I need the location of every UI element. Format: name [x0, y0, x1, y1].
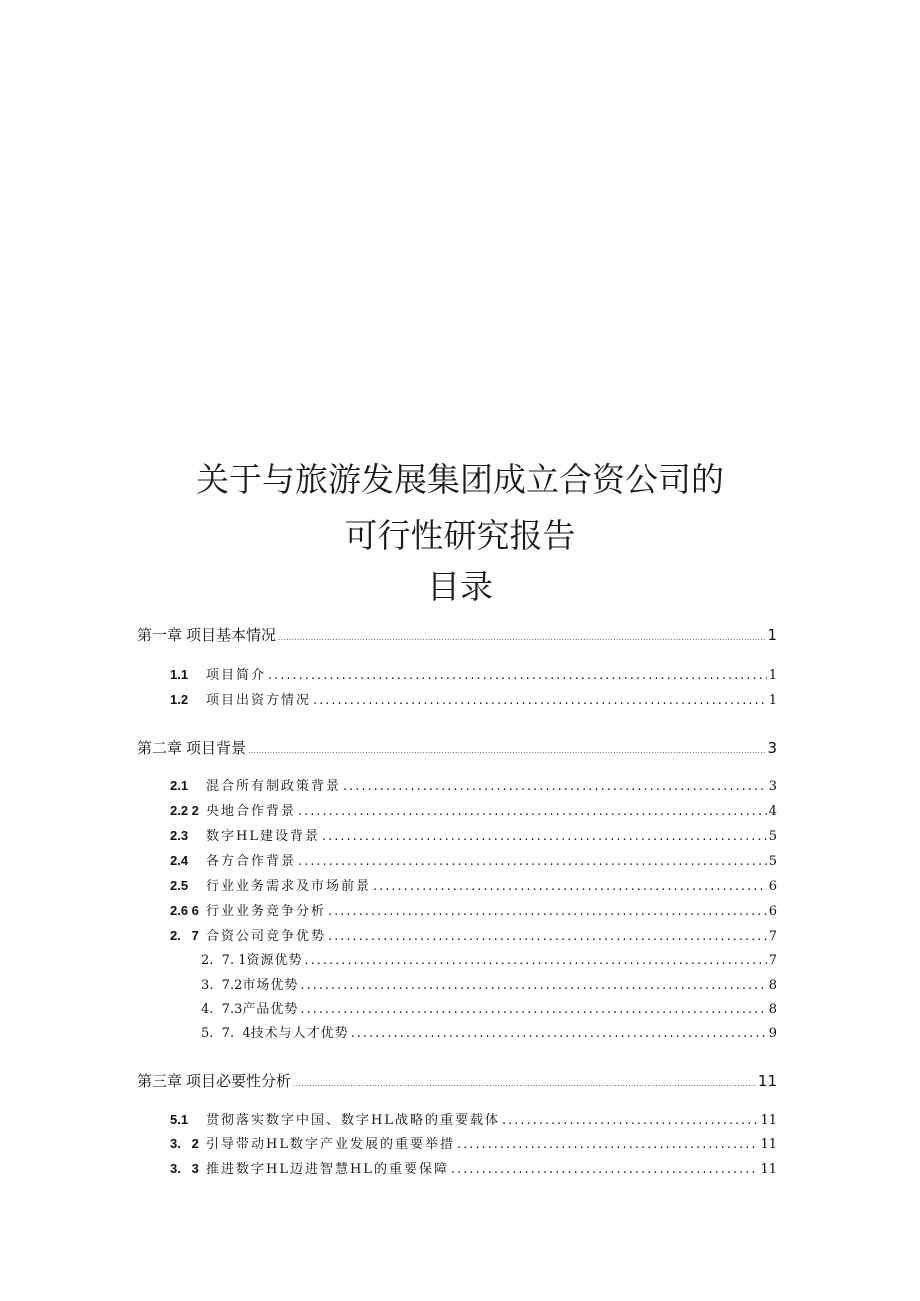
toc-entry-page-number: 7 — [768, 953, 777, 968]
toc-entry-title: 项目简介 — [206, 668, 267, 683]
toc-entry[interactable] — [201, 998, 777, 1017]
toc-entry[interactable] — [201, 974, 777, 993]
toc-entry-number: 3. 7.2 — [201, 978, 243, 993]
toc-entry-page-number: 3 — [768, 779, 777, 794]
toc-entry-number: 第一章 — [137, 626, 183, 644]
toc-entry-number: 2. 7. 1 — [201, 953, 247, 968]
toc-entry[interactable] — [170, 900, 777, 919]
toc-entry-number: 3. 3 — [170, 1161, 199, 1176]
toc-entry[interactable] — [170, 664, 777, 683]
toc-entry-page-number: 11 — [757, 1072, 777, 1090]
toc-entry-title: 资源优势 — [246, 953, 303, 968]
toc-entry[interactable] — [170, 850, 777, 869]
toc-heading: 目录 — [427, 567, 493, 606]
toc-entry-number: 2.1 — [170, 778, 189, 793]
toc-entry-number: 2. 7 — [170, 928, 199, 943]
toc-entry-title: 市场优势 — [242, 978, 299, 993]
toc-entry-page-number: 6 — [768, 879, 777, 894]
toc-leader-dots — [451, 1162, 759, 1177]
toc-entry-page-number: 1 — [768, 668, 777, 683]
toc-entry-title: 技术与人才优势 — [250, 1026, 349, 1041]
toc-leader-dots — [328, 904, 767, 919]
toc-entry[interactable] — [137, 624, 777, 645]
toc-leader-dots — [322, 829, 767, 844]
toc-entry[interactable] — [137, 737, 777, 758]
toc-entry-title: 数字HL建设背景 — [206, 829, 320, 844]
toc-entry-number: 1.1 — [170, 667, 189, 682]
toc-entry-title: 合资公司竞争优势 — [206, 929, 327, 944]
toc-entry-page-number: 9 — [768, 1026, 777, 1041]
document-title-line-2: 可行性研究报告 — [344, 516, 576, 555]
toc-entry-title: 混合所有制政策背景 — [206, 779, 342, 794]
toc-entry[interactable] — [170, 689, 777, 708]
toc-entry-title: 行业业务需求及市场前景 — [206, 879, 372, 894]
toc-leader-dots — [502, 1113, 758, 1128]
toc-entry-page-number: 7 — [768, 929, 777, 944]
toc-entry-page-number: 4 — [768, 804, 777, 819]
toc-entry-page-number: 8 — [768, 978, 777, 993]
toc-leader-dots — [300, 978, 766, 993]
toc-entry[interactable] — [170, 1109, 777, 1128]
toc-entry-page-number: 6 — [768, 904, 777, 919]
document-title-line-1: 关于与旅游发展集团成立合资公司的 — [196, 460, 724, 499]
toc-entry[interactable] — [170, 875, 777, 894]
toc-entry[interactable] — [137, 1070, 777, 1091]
toc-entry-number: 5.1 — [170, 1112, 189, 1127]
toc-entry-number: 2.6 6 — [170, 903, 199, 918]
toc-entry-number: 1.2 — [170, 692, 189, 707]
toc-entry[interactable] — [170, 775, 777, 794]
toc-entry[interactable] — [170, 1133, 777, 1152]
toc-entry-page-number: 11 — [760, 1137, 777, 1152]
toc-leader-dots — [293, 1080, 756, 1088]
toc-leader-dots — [351, 1026, 767, 1041]
toc-entry-page-number: 5 — [768, 854, 777, 869]
toc-entry-page-number: 5 — [768, 829, 777, 844]
toc-leader-dots — [298, 854, 767, 869]
toc-entry[interactable] — [170, 825, 777, 844]
toc-entry[interactable] — [201, 949, 777, 968]
toc-leader-dots — [373, 879, 767, 894]
toc-entry-page-number: 11 — [760, 1162, 777, 1177]
toc-entry-number: 2.3 — [170, 828, 189, 843]
toc-leader-dots — [305, 953, 767, 968]
toc-entry[interactable] — [170, 800, 777, 819]
toc-entry[interactable] — [170, 925, 777, 944]
toc-entry-number: 5. 7. 4 — [201, 1026, 251, 1041]
toc-entry-number: 第三章 — [137, 1072, 183, 1090]
toc-leader-dots — [278, 634, 765, 642]
toc-leader-dots — [313, 693, 767, 708]
toc-entry-title: 项目背景 — [186, 739, 247, 757]
toc-entry-title: 项目基本情况 — [186, 626, 277, 644]
toc-entry-page-number: 3 — [767, 739, 777, 757]
toc-leader-dots — [457, 1137, 758, 1152]
toc-entry-number: 2.2 2 — [170, 803, 199, 818]
toc-entry[interactable] — [170, 1158, 777, 1177]
toc-leader-dots — [343, 779, 767, 794]
toc-leader-dots — [300, 1002, 766, 1017]
toc-entry-number: 4. 7.3 — [201, 1002, 243, 1017]
toc-entry-page-number: 8 — [768, 1002, 777, 1017]
toc-entry-number: 3. 2 — [170, 1136, 199, 1151]
toc-entry-title: 项目出资方情况 — [206, 693, 312, 708]
toc-entry-title: 项目必要性分析 — [186, 1072, 292, 1090]
toc-entry-page-number: 11 — [760, 1113, 777, 1128]
toc-leader-dots — [298, 804, 767, 819]
toc-leader-dots — [248, 747, 765, 755]
toc-entry-title: 贯彻落实数字中国、数字HL战略的重要载体 — [206, 1113, 500, 1128]
toc-entry-title: 引导带动HL数字产业发展的重要举措 — [206, 1137, 455, 1152]
toc-entry-page-number: 1 — [767, 626, 777, 644]
toc-entry-title: 推进数字HL迈进智慧HL的重要保障 — [206, 1162, 449, 1177]
toc-entry-number: 第二章 — [137, 739, 183, 757]
toc-entry-page-number: 1 — [768, 693, 777, 708]
toc-entry-number: 2.5 — [170, 878, 189, 893]
toc-entry-title: 央地合作背景 — [206, 804, 297, 819]
toc-entry[interactable] — [201, 1022, 777, 1041]
toc-entry-title: 各方合作背景 — [206, 854, 297, 869]
toc-entry-number: 2.4 — [170, 853, 189, 868]
toc-leader-dots — [328, 929, 767, 944]
toc-entry-title: 产品优势 — [242, 1002, 299, 1017]
toc-leader-dots — [268, 668, 767, 683]
toc-entry-title: 行业业务竞争分析 — [206, 904, 327, 919]
